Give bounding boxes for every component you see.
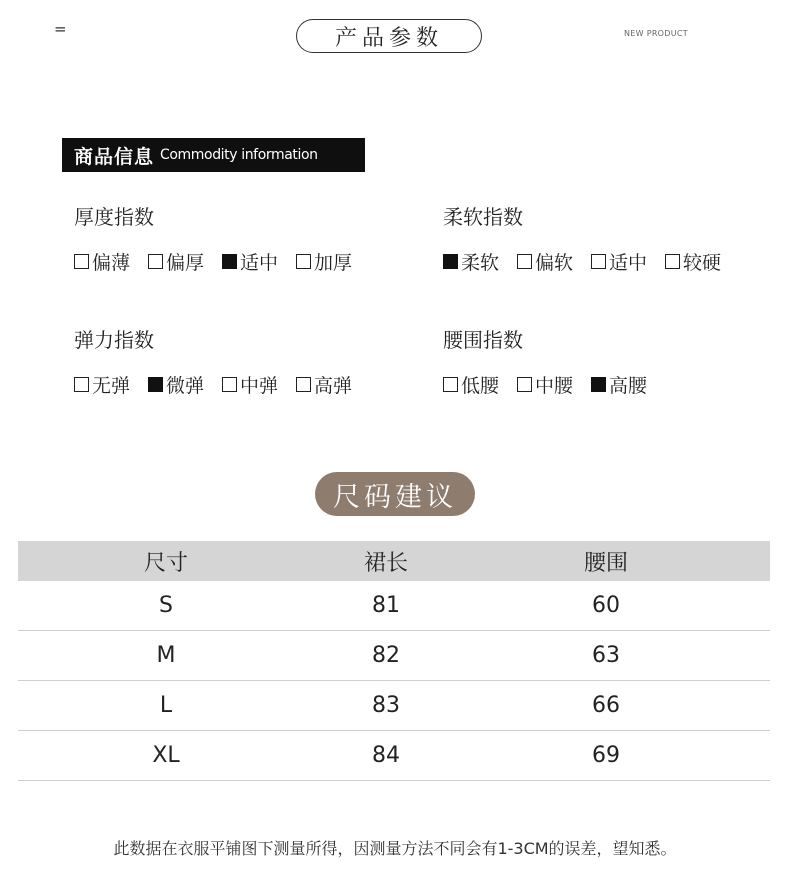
option-label: 无弹 <box>92 375 131 397</box>
attribute-title: 弹力指数 <box>74 328 154 352</box>
checkbox-icon[interactable] <box>74 254 89 269</box>
attribute-elasticity <box>74 324 370 398</box>
option-item[interactable] <box>222 248 278 275</box>
checkbox-icon[interactable] <box>148 377 163 392</box>
cell-waist: 66 <box>592 693 620 718</box>
checkbox-icon[interactable] <box>74 377 89 392</box>
table-row <box>18 731 770 781</box>
table-header-row <box>18 541 770 581</box>
attribute-softness <box>443 201 739 275</box>
commodity-info-banner <box>62 138 365 172</box>
option-label: 偏厚 <box>166 252 205 274</box>
option-row <box>74 371 370 398</box>
checkbox-icon[interactable] <box>665 254 680 269</box>
measurement-note: 此数据在衣服平铺图下测量所得，因测量方法不同会有1-3CM的误差，望知悉。 <box>113 839 677 858</box>
option-item[interactable] <box>74 248 130 275</box>
option-label: 微弹 <box>166 375 205 397</box>
option-label: 较硬 <box>683 252 722 274</box>
option-item[interactable] <box>296 248 352 275</box>
size-suggestion-title: 尺码建议 <box>315 472 475 516</box>
cell-skirt-length: 84 <box>372 743 400 768</box>
attribute-waist <box>443 324 665 398</box>
cell-waist: 69 <box>592 743 620 768</box>
attribute-thickness <box>74 201 370 275</box>
checkbox-icon[interactable] <box>517 254 532 269</box>
option-item[interactable] <box>517 371 573 398</box>
option-row <box>443 248 739 275</box>
cell-size: S <box>159 593 173 618</box>
option-item[interactable] <box>74 371 130 398</box>
table-row <box>18 581 770 631</box>
option-item[interactable] <box>148 248 204 275</box>
option-item[interactable] <box>591 371 647 398</box>
option-row <box>74 248 370 275</box>
size-table <box>18 541 770 781</box>
option-label: 中腰 <box>535 375 574 397</box>
option-item[interactable] <box>443 248 499 275</box>
cell-waist: 63 <box>592 643 620 668</box>
option-label: 偏薄 <box>92 252 131 274</box>
cell-skirt-length: 82 <box>372 643 400 668</box>
checkbox-icon[interactable] <box>443 377 458 392</box>
option-item[interactable] <box>665 248 721 275</box>
column-header-size: 尺寸 <box>143 550 188 576</box>
option-item[interactable] <box>591 248 647 275</box>
option-item[interactable] <box>443 371 499 398</box>
column-header-skirt-length: 裙长 <box>363 550 408 576</box>
option-label: 适中 <box>609 252 648 274</box>
checkbox-icon[interactable] <box>222 377 237 392</box>
tagline: NEW PRODUCT <box>624 29 688 38</box>
option-row <box>443 371 665 398</box>
option-item[interactable] <box>148 371 204 398</box>
checkbox-icon[interactable] <box>517 377 532 392</box>
checkbox-icon[interactable] <box>148 254 163 269</box>
checkbox-icon[interactable] <box>591 377 606 392</box>
banner-title-en: Commodity information <box>160 147 318 163</box>
option-label: 高腰 <box>609 375 648 397</box>
page-title: 产品参数 <box>296 19 482 53</box>
table-row <box>18 631 770 681</box>
option-label: 柔软 <box>461 252 500 274</box>
cell-size: M <box>156 643 176 668</box>
attribute-title: 柔软指数 <box>443 205 523 229</box>
attribute-title: 厚度指数 <box>74 205 154 229</box>
option-label: 适中 <box>240 252 279 274</box>
column-header-waist: 腰围 <box>583 550 628 576</box>
banner-title-cn: 商品信息 <box>74 145 155 168</box>
option-label: 偏软 <box>535 252 574 274</box>
cell-size: L <box>159 693 173 718</box>
checkbox-icon[interactable] <box>222 254 237 269</box>
table-row <box>18 681 770 731</box>
checkbox-icon[interactable] <box>296 254 311 269</box>
option-label: 低腰 <box>461 375 500 397</box>
cell-waist: 60 <box>592 593 620 618</box>
checkbox-icon[interactable] <box>296 377 311 392</box>
cell-skirt-length: 81 <box>372 593 400 618</box>
option-item[interactable] <box>222 371 278 398</box>
checkbox-icon[interactable] <box>591 254 606 269</box>
option-label: 加厚 <box>314 252 353 274</box>
option-label: 中弹 <box>240 375 279 397</box>
menu-icon[interactable]: = <box>54 20 67 38</box>
cell-skirt-length: 83 <box>372 693 400 718</box>
attribute-title: 腰围指数 <box>443 328 523 352</box>
option-item[interactable] <box>296 371 352 398</box>
cell-size: XL <box>152 743 180 768</box>
option-label: 高弹 <box>314 375 353 397</box>
option-item[interactable] <box>517 248 573 275</box>
checkbox-icon[interactable] <box>443 254 458 269</box>
